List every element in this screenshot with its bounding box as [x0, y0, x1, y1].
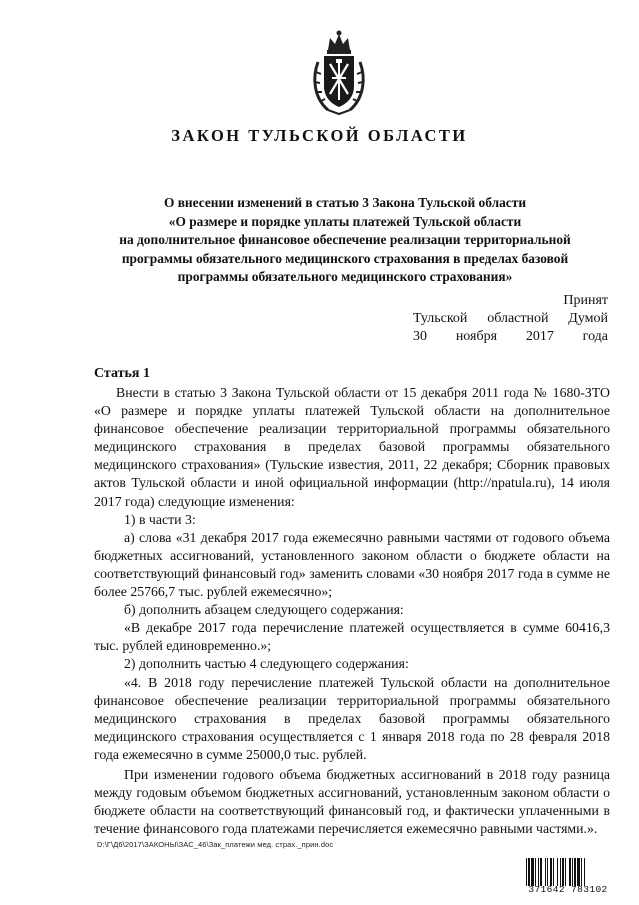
part-4-paragraph-2: При изменении годового объема бюджетных ассигнований в 2018 году разница между годовым объемом бюджетных ассигнований, установленным законом области о бюджете области на соответствующий финансовый год, и фактически уплаченными в течение финансового года платежами перечисляется ежемесячно равными частями.».: [94, 766, 610, 837]
article-intro: Внести в статью 3 Закона Тульской области от 15 декабря 2011 года № 1680-ЗТО «О размере и порядке уплаты платежей Тульской области на дополнительное финансовое обеспечение реализации территориальной программы обязательного медицинского страхования в пределах базовой программы обязательного медицинского страхования» (Тульские известия, 2011, 22 декабря; Сборник правовых актов Тульской области и иной официальной информации (http://npatula.ru), 14 июля 2017 года) следующие изменения:: [94, 385, 610, 509]
item-1b: б) дополнить абзацем следующего содержания:: [124, 602, 404, 618]
barcode-bar: [584, 858, 585, 886]
adopted-label: Принят: [563, 293, 608, 308]
file-path: D:\Г\Д6\2017\ЗАКОНЫ\ЗАС_46\Зак_платежи мед. страх._прин.doc: [97, 840, 334, 849]
barcode-bar: [547, 858, 548, 886]
barcode-bar: [577, 858, 580, 886]
barcode-bar: [535, 858, 536, 886]
barcode-bar: [540, 858, 542, 886]
barcode: [526, 858, 610, 886]
barcode-bar: [531, 858, 534, 886]
item-1: 1) в части 3:: [124, 511, 196, 527]
barcode-bar: [528, 858, 530, 886]
subject-line: программы обязательного медицинского страхования»: [177, 269, 513, 285]
adoption-note: [413, 292, 608, 346]
barcode-bar: [526, 858, 527, 886]
adopted-day: 30: [413, 329, 427, 344]
item-1a: а) слова «31 декабря 2017 года ежемесячно равными частями от годового объема бюджетных ассигнований, установленного законом области о бюджете области на соответствующий финансовый год» заменить словами «30 ноября 2017 года в сумме не более 25766,7 тыс. рублей ежемесячно»;: [94, 529, 610, 600]
adopted-year: 2017: [525, 329, 554, 344]
barcode-bar: [557, 858, 558, 886]
barcode-bar: [574, 858, 576, 886]
barcode-bar: [553, 858, 554, 886]
barcode-bar: [562, 858, 564, 886]
barcode-bar: [560, 858, 561, 886]
barcode-number: 371642 783102: [528, 884, 608, 895]
adopted-word: Думой: [568, 311, 608, 326]
subject-line: программы обязательного медицинского страхования в пределах базовой: [121, 250, 569, 266]
adopted-word: Тульской: [413, 311, 468, 326]
item-2: 2) дополнить частью 4 следующего содержания:: [124, 656, 409, 672]
tula-coat-of-arms-icon: [310, 28, 368, 116]
adopted-word: областной: [487, 311, 549, 326]
barcode-bar: [572, 858, 573, 886]
law-subject: [80, 194, 610, 287]
barcode-bar: [550, 858, 552, 886]
article-body: [94, 384, 610, 838]
law-title: ЗАКОН ТУЛЬСКОЙ ОБЛАСТИ: [171, 126, 468, 145]
subject-line: на дополнительное финансовое обеспечение реализации территориальной: [119, 232, 571, 248]
adopted-year-word: года: [582, 329, 608, 344]
adopted-month: ноября: [455, 329, 498, 344]
barcode-bar: [545, 858, 546, 886]
part-4: «4. В 2018 году перечисление платежей Тульской области на дополнительное финансовое обеспечение реализации территориальной программы обязательного медицинского страхования в пределах базовой программы обязательного медицинского страхования осуществляется с 1 января 2018 года по 28 февраля 2018 года ежемесячно в сумме 25000,0 тыс. рублей.: [94, 674, 610, 762]
subject-line: «О размере и порядке уплаты платежей Тульской области: [168, 213, 522, 229]
subject-line: О внесении изменений в статью 3 Закона Тульской области: [163, 195, 527, 210]
barcode-bar: [581, 858, 582, 886]
barcode-bar: [569, 858, 571, 886]
barcode-bar: [565, 858, 566, 886]
article-heading: Статья 1: [94, 366, 150, 381]
item-1b-quote: «В декабре 2017 года перечисление платежей осуществляется в сумме 60416,3 тыс. рублей единовременно.»;: [94, 620, 610, 654]
barcode-bar: [538, 858, 539, 886]
